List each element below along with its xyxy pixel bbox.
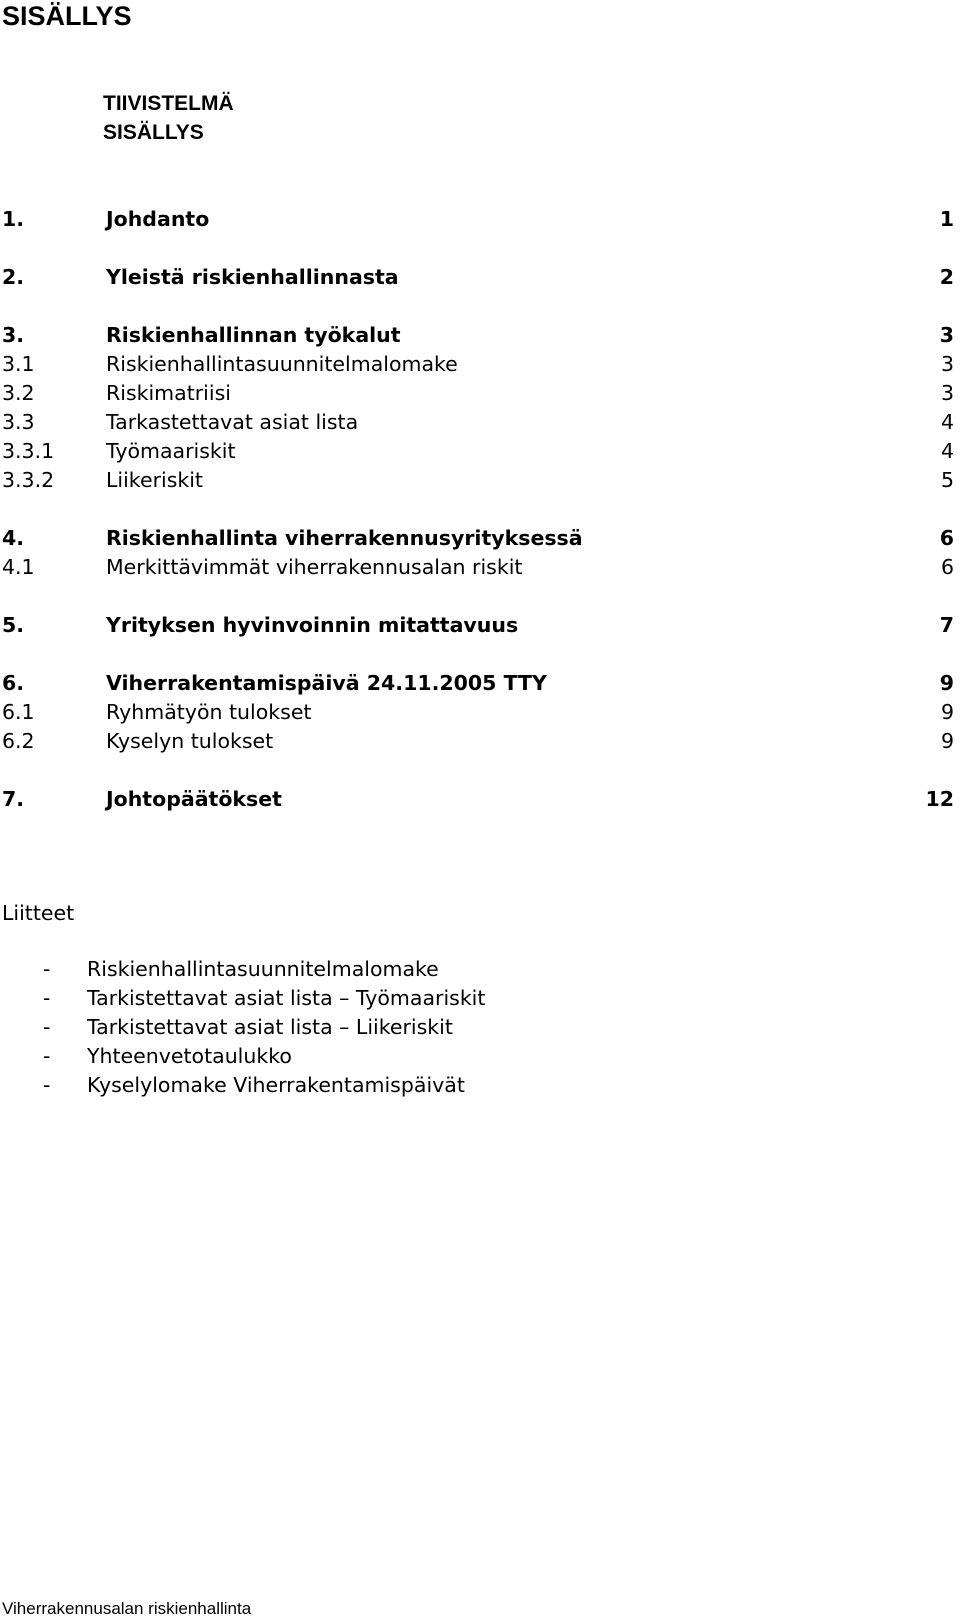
toc-group bbox=[0, 321, 960, 495]
prelim-abstract: TIIVISTELMÄ bbox=[103, 92, 234, 115]
table-of-contents bbox=[0, 205, 960, 843]
toc-chapter bbox=[0, 205, 960, 234]
appendix-item bbox=[0, 1013, 960, 1042]
toc-group bbox=[0, 524, 960, 582]
toc-chapter bbox=[0, 321, 960, 350]
toc-title: Liikeriskit bbox=[106, 468, 203, 492]
toc-title: Yleistä riskienhallinnasta bbox=[106, 265, 399, 289]
toc-num: 4. bbox=[2, 526, 25, 550]
toc-page: 6 bbox=[939, 526, 954, 550]
appendices-list bbox=[0, 955, 960, 1100]
prelim-contents: SISÄLLYS bbox=[103, 121, 204, 144]
toc-section bbox=[0, 437, 960, 466]
toc-page: 9 bbox=[940, 700, 954, 724]
toc-num: 3.2 bbox=[2, 381, 35, 405]
appendix-title: Kyselylomake Viherrakentamispäivät bbox=[87, 1073, 465, 1097]
toc-page: 3 bbox=[940, 352, 954, 376]
toc-num: 6. bbox=[2, 671, 25, 695]
toc-title: Yrityksen hyvinvoinnin mitattavuus bbox=[106, 613, 519, 637]
toc-page: 7 bbox=[939, 613, 954, 637]
toc-section bbox=[0, 379, 960, 408]
toc-page: 4 bbox=[940, 439, 954, 463]
appendix-item bbox=[0, 984, 960, 1013]
page-footer: Viherrakennusalan riskienhallinta bbox=[2, 1599, 252, 1618]
toc-page: 3 bbox=[940, 381, 954, 405]
appendix-title: Tarkistettavat asiat lista – Liikeriskit bbox=[87, 1015, 453, 1039]
toc-group bbox=[0, 263, 960, 292]
appendix-title: Riskienhallintasuunnitelmalomake bbox=[87, 957, 439, 981]
toc-num: 6.1 bbox=[2, 700, 35, 724]
appendix-item bbox=[0, 1071, 960, 1100]
toc-chapter bbox=[0, 263, 960, 292]
toc-title: Riskienhallinnan työkalut bbox=[106, 323, 401, 347]
toc-num: 2. bbox=[2, 265, 25, 289]
toc-title: Viherrakentamispäivä 24.11.2005 TTY bbox=[106, 671, 547, 695]
appendices-label: Liitteet bbox=[2, 901, 75, 925]
toc-section bbox=[0, 350, 960, 379]
toc-title: Tarkastettavat asiat lista bbox=[106, 410, 359, 434]
toc-num: 3.3.2 bbox=[2, 468, 55, 492]
toc-page: 9 bbox=[940, 729, 954, 753]
toc-title: Riskienhallintasuunnitelmalomake bbox=[106, 352, 458, 376]
toc-group bbox=[0, 611, 960, 640]
appendix-bullet: - bbox=[43, 1015, 51, 1039]
toc-num: 4.1 bbox=[2, 555, 35, 579]
toc-group bbox=[0, 205, 960, 234]
toc-page: 2 bbox=[939, 265, 954, 289]
toc-group bbox=[0, 669, 960, 756]
toc-title: Johdanto bbox=[106, 207, 210, 231]
appendix-title: Tarkistettavat asiat lista – Työmaariskit bbox=[87, 986, 486, 1010]
toc-page: 1 bbox=[939, 207, 954, 231]
toc-title: Riskimatriisi bbox=[106, 381, 231, 405]
toc-section bbox=[0, 698, 960, 727]
toc-num: 3.1 bbox=[2, 352, 35, 376]
appendix-bullet: - bbox=[43, 1044, 51, 1068]
toc-num: 1. bbox=[2, 207, 25, 231]
toc-num: 5. bbox=[2, 613, 25, 637]
toc-section bbox=[0, 727, 960, 756]
appendix-bullet: - bbox=[43, 957, 51, 981]
appendix-bullet: - bbox=[43, 1073, 51, 1097]
toc-num: 6.2 bbox=[2, 729, 35, 753]
appendix-item bbox=[0, 1042, 960, 1071]
toc-section bbox=[0, 408, 960, 437]
toc-chapter bbox=[0, 611, 960, 640]
appendix-item bbox=[0, 955, 960, 984]
toc-title: Ryhmätyön tulokset bbox=[106, 700, 312, 724]
appendix-bullet: - bbox=[43, 986, 51, 1010]
toc-group bbox=[0, 785, 960, 814]
toc-title: Riskienhallinta viherrakennusyrityksessä bbox=[106, 526, 583, 550]
toc-chapter bbox=[0, 785, 960, 814]
toc-page: 4 bbox=[940, 410, 954, 434]
toc-page: 3 bbox=[939, 323, 954, 347]
appendix-title: Yhteenvetotaulukko bbox=[87, 1044, 292, 1068]
toc-num: 3.3 bbox=[2, 410, 35, 434]
toc-chapter bbox=[0, 669, 960, 698]
toc-page: 9 bbox=[939, 671, 954, 695]
toc-num: 3.3.1 bbox=[2, 439, 55, 463]
toc-section bbox=[0, 553, 960, 582]
toc-title: Työmaariskit bbox=[106, 439, 236, 463]
toc-chapter bbox=[0, 524, 960, 553]
toc-page: 5 bbox=[940, 468, 954, 492]
toc-section bbox=[0, 466, 960, 495]
toc-title: Johtopäätökset bbox=[106, 787, 282, 811]
toc-num: 7. bbox=[2, 787, 25, 811]
toc-title: Merkittävimmät viherrakennusalan riskit bbox=[106, 555, 523, 579]
preliminary-entries bbox=[103, 89, 234, 147]
toc-page: 12 bbox=[925, 787, 954, 811]
toc-page: 6 bbox=[940, 555, 954, 579]
page-heading: SISÄLLYS bbox=[2, 1, 132, 31]
toc-num: 3. bbox=[2, 323, 25, 347]
toc-title: Kyselyn tulokset bbox=[106, 729, 274, 753]
